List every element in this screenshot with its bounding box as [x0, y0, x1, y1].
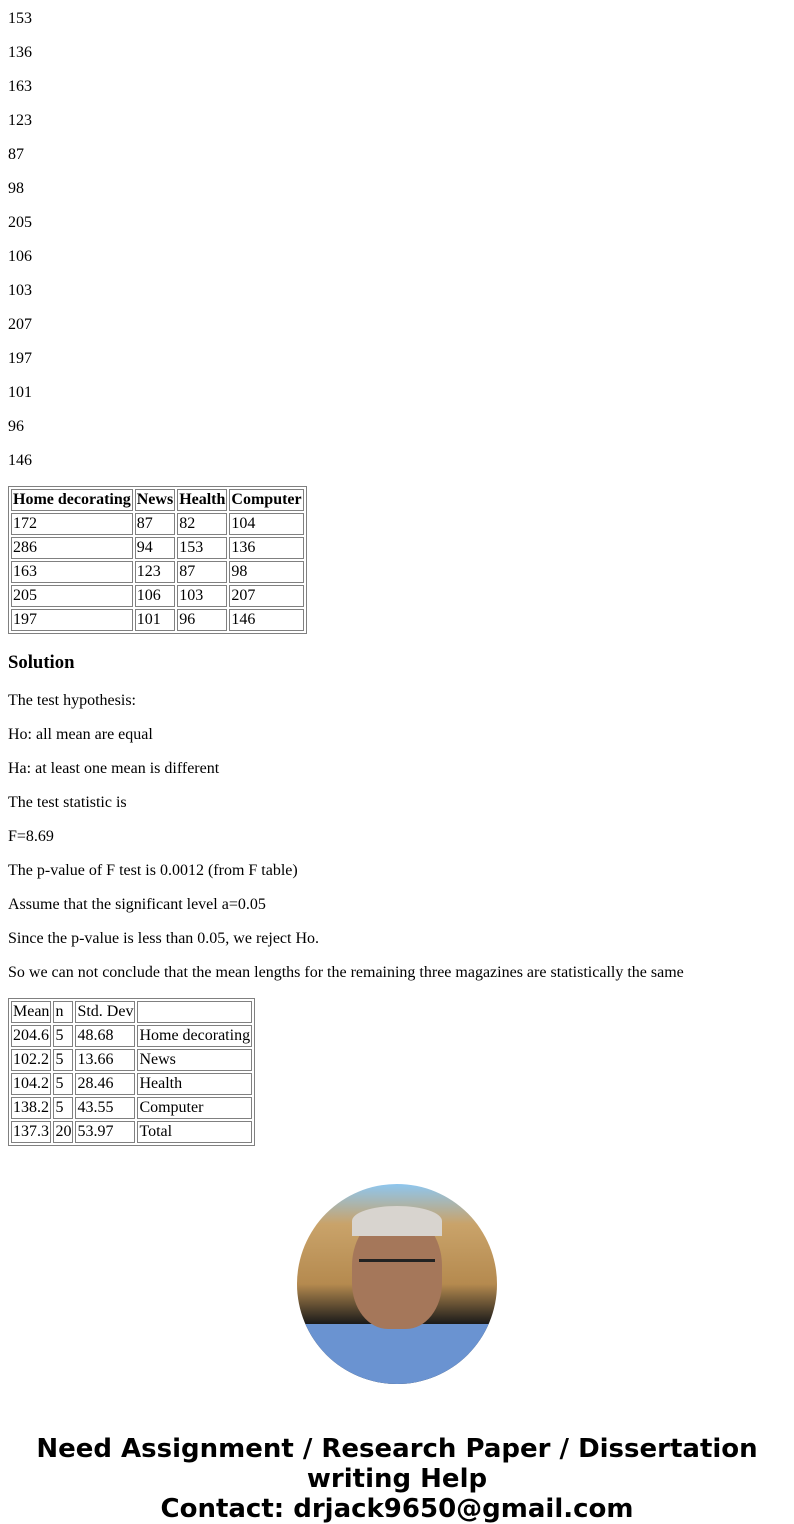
value-list: [8, 10, 786, 470]
table-cell: 197: [11, 609, 133, 631]
solution-line: Ha: at least one mean is different: [8, 760, 220, 777]
table-cell: 137.3: [11, 1121, 51, 1143]
table-cell: 53.97: [75, 1121, 135, 1143]
table-cell: 28.46: [75, 1073, 135, 1095]
column-header: Home decorating: [11, 489, 133, 511]
table-cell: 48.68: [75, 1025, 135, 1047]
solution-line: Assume that the significant level a=0.05: [8, 896, 266, 913]
table-cell: 172: [11, 513, 133, 535]
table-cell: 136: [229, 537, 303, 559]
column-header: n: [53, 1001, 73, 1023]
table-cell: Total: [137, 1121, 252, 1143]
table-cell: 153: [177, 537, 227, 559]
table-row: [11, 1097, 252, 1119]
table-cell: 87: [135, 513, 175, 535]
table-row: [11, 1073, 252, 1095]
table-row: [11, 513, 304, 535]
table-cell: 106: [135, 585, 175, 607]
table-cell: 102.2: [11, 1049, 51, 1071]
value-line: 136: [8, 44, 32, 61]
table-cell: 87: [177, 561, 227, 583]
cta-line: Need Assignment / Research Paper / Dissertation writing Help: [36, 1434, 758, 1494]
value-line: 106: [8, 248, 32, 265]
value-line: 101: [8, 384, 32, 401]
table-cell: 286: [11, 537, 133, 559]
table-cell: Computer: [137, 1097, 252, 1119]
table-cell: 205: [11, 585, 133, 607]
value-line: 205: [8, 214, 32, 231]
table-cell: 5: [53, 1097, 73, 1119]
solution-line: F=8.69: [8, 828, 54, 845]
table-cell: 20: [53, 1121, 73, 1143]
table-cell: 104: [229, 513, 303, 535]
column-header: Mean: [11, 1001, 51, 1023]
value-line: 98: [8, 180, 24, 197]
column-header: Computer: [229, 489, 303, 511]
solution-line: The test statistic is: [8, 794, 127, 811]
contact-email: Contact: drjack9650@gmail.com: [160, 1494, 634, 1524]
table-cell: 5: [53, 1049, 73, 1071]
table-cell: 5: [53, 1025, 73, 1047]
header-row: [11, 1001, 252, 1023]
solution-line: So we can not conclude that the mean lengths for the remaining three magazines are statistically the same: [8, 964, 684, 981]
table-row: [11, 609, 304, 631]
column-header: Health: [177, 489, 227, 511]
table-cell: 13.66: [75, 1049, 135, 1071]
table-cell: Home decorating: [137, 1025, 252, 1047]
contact-banner: [8, 1434, 786, 1524]
table-cell: 96: [177, 609, 227, 631]
solution-line: Since the p-value is less than 0.05, we reject Ho.: [8, 930, 320, 947]
table-row: [11, 585, 304, 607]
table-cell: 98: [229, 561, 303, 583]
data-table: [8, 486, 307, 634]
table-cell: Health: [137, 1073, 252, 1095]
table-cell: 82: [177, 513, 227, 535]
table-cell: 138.2: [11, 1097, 51, 1119]
table-cell: 5: [53, 1073, 73, 1095]
table-cell: 101: [135, 609, 175, 631]
summary-table: [8, 998, 255, 1146]
header-row: [11, 489, 304, 511]
table-row: [11, 1049, 252, 1071]
table-cell: 104.2: [11, 1073, 51, 1095]
value-line: 123: [8, 112, 32, 129]
value-line: 87: [8, 146, 24, 163]
column-header: Std. Dev: [75, 1001, 135, 1023]
document: [8, 10, 786, 1524]
table-cell: 163: [11, 561, 133, 583]
table-row: [11, 537, 304, 559]
table-cell: 123: [135, 561, 175, 583]
table-row: [11, 1025, 252, 1047]
value-line: 163: [8, 78, 32, 95]
value-line: 153: [8, 10, 32, 27]
value-line: 197: [8, 350, 32, 367]
solution-heading: Solution: [8, 652, 75, 673]
column-header: News: [135, 489, 175, 511]
column-header: [137, 1001, 252, 1023]
table-cell: 103: [177, 585, 227, 607]
value-line: 146: [8, 452, 32, 469]
solution-text: [8, 692, 786, 982]
table-row: [11, 1121, 252, 1143]
value-line: 207: [8, 316, 32, 333]
author-photo: [297, 1184, 497, 1384]
solution-line: Ho: all mean are equal: [8, 726, 153, 743]
solution-line: The p-value of F test is 0.0012 (from F table): [8, 862, 298, 879]
table-cell: 146: [229, 609, 303, 631]
table-cell: News: [137, 1049, 252, 1071]
value-line: 96: [8, 418, 24, 435]
solution-line: The test hypothesis:: [8, 692, 136, 709]
table-cell: 43.55: [75, 1097, 135, 1119]
table-cell: 94: [135, 537, 175, 559]
table-cell: 207: [229, 585, 303, 607]
value-line: 103: [8, 282, 32, 299]
table-row: [11, 561, 304, 583]
table-cell: 204.6: [11, 1025, 51, 1047]
